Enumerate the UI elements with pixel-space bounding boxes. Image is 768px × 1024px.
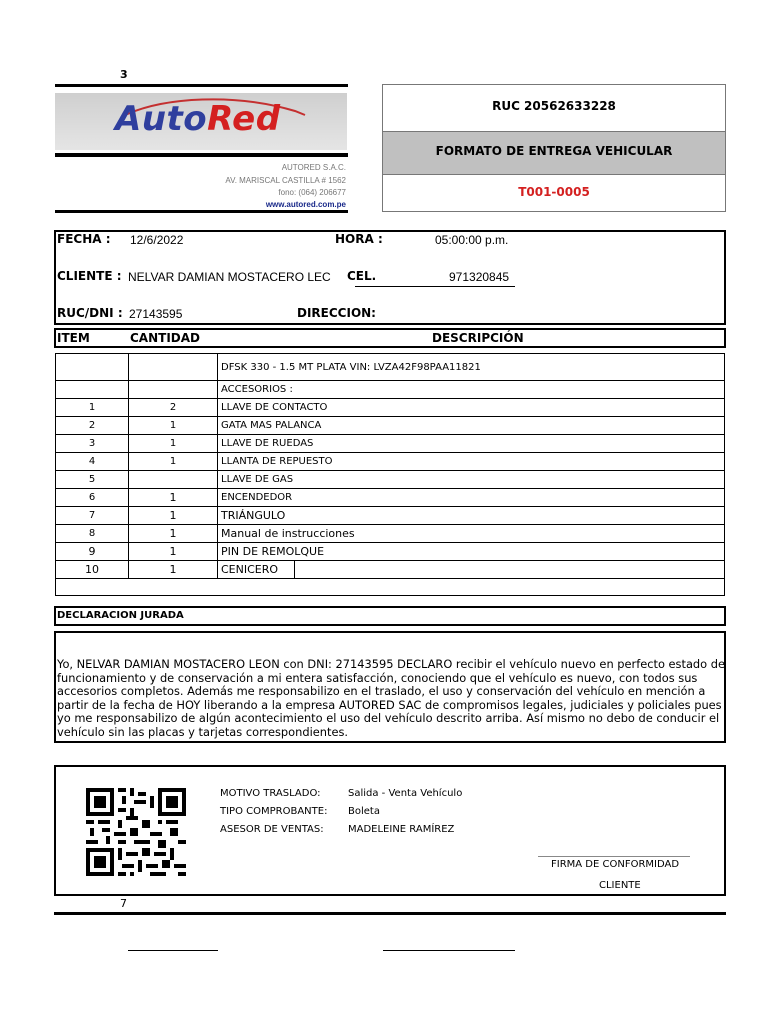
table-row — [56, 489, 725, 507]
motivo-value: Salida - Venta Vehículo — [348, 788, 463, 799]
document-info-box — [382, 84, 726, 212]
row-cantidad: 1 — [129, 435, 218, 453]
header-rule-3 — [55, 210, 348, 213]
table-row — [56, 417, 725, 435]
header-rule-top — [55, 84, 348, 87]
table-row — [56, 453, 725, 471]
company-website[interactable]: www.autored.com.pe — [265, 200, 346, 209]
row-item: 4 — [56, 453, 129, 471]
signature-line — [538, 856, 690, 857]
header-descripcion: DESCRIPCIÓN — [432, 331, 524, 345]
row-descripcion: LLAVE DE GAS — [218, 471, 725, 489]
firma-label: FIRMA DE CONFORMIDAD — [551, 859, 680, 870]
company-address: AV. MARISCAL CASTILLA # 1562 — [225, 176, 346, 185]
direccion-label: DIRECCION: — [297, 306, 376, 320]
page-number-bottom: 7 — [120, 897, 127, 910]
table-row-empty — [56, 579, 725, 596]
fecha-label: FECHA : — [57, 232, 111, 246]
row-item: 6 — [56, 489, 129, 507]
declaracion-text: Yo, NELVAR DAMIAN MOSTACERO LEON con DNI: 27143595 DECLARO recibir el vehículo nuevo en perfecto estado de funcionamiento y de conservación a mi entera satisfacción, conociendo que el vehículo es nuevo, con todos sus accesorios completos. Además me responsabilizo en el traslado, el uso y conservación del vehículo en mención a partir de la fecha de HOY liberando a la empresa AUTORED SAC de compromisos legales, judiciales y policiales pues yo me responsabilizo de algún acontecimiento el uso del vehículo descrito arriba. Así mismo no debo de conducir el vehículo sin las placas y tarjetas correspondientes. — [57, 657, 725, 739]
row-item: 5 — [56, 471, 129, 489]
cliente-label: CLIENTE : — [57, 269, 122, 283]
autored-logo — [55, 93, 347, 150]
row-item: 9 — [56, 543, 129, 561]
row-descripcion: LLAVE DE RUEDAS — [218, 435, 725, 453]
tipo-value: Boleta — [348, 806, 380, 817]
header-rule-bottom — [55, 153, 348, 157]
accesorios-row — [56, 381, 725, 399]
row-descripcion: LLANTA DE REPUESTO — [218, 453, 725, 471]
row-cantidad: 1 — [129, 525, 218, 543]
logo-red: Red — [207, 99, 281, 139]
row-item: 7 — [56, 507, 129, 525]
table-row — [56, 543, 725, 561]
tipo-label: TIPO COMPROBANTE: — [220, 806, 328, 817]
logo-wordmark — [115, 99, 281, 139]
row-cantidad: 1 — [129, 489, 218, 507]
hora-label: HORA : — [335, 232, 383, 246]
row-cantidad: 1 — [129, 507, 218, 525]
cliente-value: NELVAR DAMIAN MOSTACERO LEC — [128, 270, 331, 284]
items-table — [55, 353, 725, 596]
table-row — [56, 507, 725, 525]
logo-auto: Auto — [115, 99, 208, 139]
bottom-line-left — [128, 950, 218, 951]
row-item: 1 — [56, 399, 129, 417]
asesor-label: ASESOR DE VENTAS: — [220, 824, 324, 835]
cel-value: 971320845 — [449, 270, 510, 284]
row-cantidad: 2 — [129, 399, 218, 417]
hora-value: 05:00:00 p.m. — [435, 233, 509, 247]
document-number: T001-0005 — [518, 185, 590, 199]
table-row — [56, 399, 725, 417]
page-number-top: 3 — [120, 68, 128, 81]
row-cantidad: 1 — [129, 561, 218, 579]
cel-underline — [355, 286, 515, 287]
row-cantidad: 1 — [129, 417, 218, 435]
motivo-label: MOTIVO TRASLADO: — [220, 788, 321, 799]
table-row — [56, 471, 725, 489]
row-descripcion: PIN DE REMOLQUE — [218, 543, 725, 561]
row-cantidad: 1 — [129, 453, 218, 471]
header-cantidad: CANTIDAD — [130, 331, 200, 345]
qr-code-icon — [86, 788, 186, 876]
vehicle-description: DFSK 330 - 1.5 MT PLATA VIN: LVZA42F98PAA11821 — [218, 354, 725, 381]
row-descripcion: GATA MAS PALANCA — [218, 417, 725, 435]
bottom-rule — [54, 912, 726, 915]
row-item: 8 — [56, 525, 129, 543]
row-descripcion: CENICERO — [218, 561, 295, 579]
row-cantidad: 1 — [129, 543, 218, 561]
row-descripcion: Manual de instrucciones — [218, 525, 725, 543]
table-row — [56, 561, 725, 579]
vehicle-row — [56, 354, 725, 381]
table-row — [56, 525, 725, 543]
row-descripcion: ENCENDEDOR — [218, 489, 725, 507]
ruc-label: RUC 20562633228 — [492, 99, 616, 113]
ruc-dni-value: 27143595 — [129, 307, 183, 321]
asesor-value: MADELEINE RAMÍREZ — [348, 824, 455, 835]
row-cantidad — [129, 471, 218, 489]
row-item: 2 — [56, 417, 129, 435]
cel-label: CEL. — [347, 269, 377, 283]
header-item: ITEM — [57, 331, 90, 345]
fecha-value: 12/6/2022 — [130, 233, 184, 247]
ruc-dni-label: RUC/DNI : — [57, 306, 123, 320]
declaracion-title: DECLARACION JURADA — [57, 610, 184, 621]
row-item: 3 — [56, 435, 129, 453]
document-title: FORMATO DE ENTREGA VEHICULAR — [435, 144, 673, 158]
accesorios-label: ACCESORIOS : — [218, 381, 725, 399]
table-row — [56, 435, 725, 453]
row-descripcion: TRIÁNGULO — [218, 507, 725, 525]
cliente-signature-label: CLIENTE — [599, 880, 641, 891]
company-name: AUTORED S.A.C. — [281, 163, 346, 172]
row-item: 10 — [56, 561, 129, 579]
row-descripcion: LLAVE DE CONTACTO — [218, 399, 725, 417]
bottom-line-right — [383, 950, 515, 951]
company-phone: fono: (064) 206677 — [278, 188, 346, 197]
